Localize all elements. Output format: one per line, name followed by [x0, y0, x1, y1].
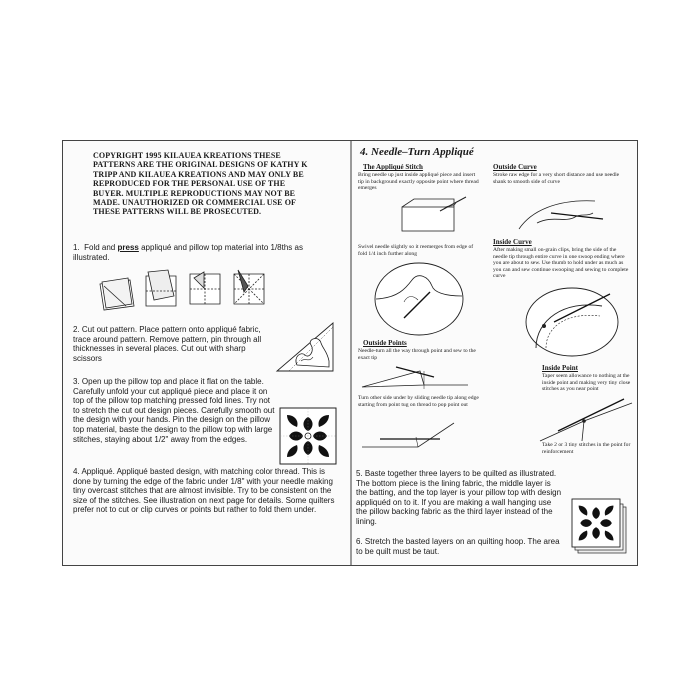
step-3-text: 3. Open up the pillow top and place it flat on the table. Carefully unfold your cut appliqué piece and place it on top of the pillow top matching pressed fold lines. Try not to stretch the cut out design pieces. Carefully smooth out the design with your hands. Pin the design on the pillow top material, baste the design to the pillow top with large stitches, staying about 1/2" away from the edges. [73, 377, 275, 444]
outside-curve-text: Stroke raw edge for a very short distance and use needle shank to smooth side of curve [493, 172, 620, 185]
outside-points-illustration-2 [360, 417, 470, 453]
outside-points-illustration-1 [360, 363, 470, 393]
outside-points-heading: Outside Points [363, 339, 407, 347]
step-6-text: 6. Stretch the basted layers on an quilting hoop. The area to be quilt must be taut. [356, 537, 560, 556]
step-1-text: 1. Fold and press appliqué and pillow top material into 1/8ths as illustrated. [73, 243, 303, 262]
applique-stitch-text-2: Swivel needle slightly so it reemerges from edge of fold 1/4 inch further along [358, 244, 474, 257]
quilt-block-illustration [279, 407, 337, 465]
outside-points-text-1: Needle-turn all the way through point and sew to the exact tip [358, 348, 476, 361]
applique-stitch-text-1: Bring needle up just inside appliqué piece and insert tip in background exactly opposite point where thread emerges [358, 172, 479, 192]
inside-curve-illustration [524, 286, 620, 358]
inside-curve-text: After making small on-grain clips, bring the side of the needle tip through entire curve in one swoop ending where you are about to sew. Use thumb to hold under as much as you can and sew continue swooping and sewing to complete curve [493, 247, 629, 280]
basted-layers-illustration [570, 497, 628, 555]
inside-point-text-2: Take 2 or 3 tiny stitches in the point for reinforcement [542, 442, 631, 455]
applique-stitch-fold-illustration [400, 195, 470, 235]
pattern-wedge-illustration [275, 321, 335, 373]
step-2-text: 2. Cut out pattern. Place pattern onto appliqué fabric, trace around pattern. Remove pattern, pin through all thicknesses in several places. Cut out with sharp scissors [73, 325, 262, 363]
applique-stitch-heading: The Appliqué Stitch [363, 163, 423, 171]
step-4-text: 4. Appliqué. Appliqué basted design, with matching color thread. This is done by turning the edge of the fabric under 1/8" with your needle making tiny overcast stitches that are almost invisible. Try to be consistent on the size of the stitches. See illustration on next page for details. Some quilters prefer not to cut or clip curves or points but rather to fold them under. [73, 467, 335, 515]
instruction-booklet [62, 140, 638, 566]
inside-point-heading: Inside Point [542, 364, 578, 372]
copyright-notice: COPYRIGHT 1995 KILAUEA KREATIONS THESE PATTERNS ARE THE ORIGINAL DESIGNS OF KATHY K TRIPP AND KILAUEA KREATIONS AND MAY ONLY BE REPRODUCED FOR THE PERSONAL USE OF THE BUYER. MULTIPLE REPRODUCTIONS MAY NOT BE MADE. UNAUTHORIZED OR COMMERCIAL USE OF THESE PATTERNS WILL BE PROSECUTED. [93, 151, 308, 217]
outside-points-text-2: Turn other side under by sliding needle tip along edge starting from point tug on thread to pop point out [358, 395, 479, 408]
inside-curve-heading: Inside Curve [493, 238, 532, 246]
outside-curve-illustration [517, 193, 607, 231]
right-page [352, 141, 638, 565]
section-title: 4. Needle–Turn Appliqué [360, 146, 474, 158]
inside-point-text-1: Taper seem allowance to nothing at the inside point and making very tiny close stitches as you near point [542, 373, 631, 393]
left-page [63, 141, 350, 565]
applique-stitch-circle-illustration [374, 262, 464, 336]
inside-point-illustration [538, 395, 634, 443]
step-5-text: 5. Baste together three layers to be quilted as illustrated. The bottom piece is the lining fabric, the middle layer is the batting, and the top layer is your pillow top with design appliquéd on to it. If you are making a wall hanging use the pillow backing fabric as the third layer instead of the lining. [356, 469, 562, 526]
outside-curve-heading: Outside Curve [493, 163, 537, 171]
fold-illustration [98, 266, 268, 314]
